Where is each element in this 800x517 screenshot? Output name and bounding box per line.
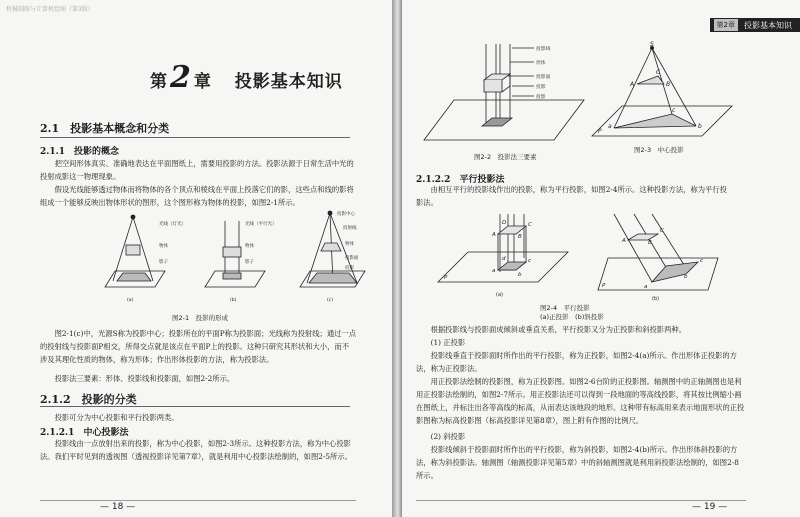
fig-2-3-label-P: P bbox=[598, 128, 602, 135]
footer-rule bbox=[40, 500, 356, 501]
fig-2-4a-c: c bbox=[528, 258, 532, 264]
subsection-heading-2-1-2-1: 2.1.2.1 中心投影法 bbox=[40, 428, 129, 438]
subcaption-fig-2-4: (a)正投影 (b)斜投影 bbox=[540, 313, 604, 321]
fig-2-3-label-b: b bbox=[698, 123, 702, 130]
callout-8: 投射线 bbox=[343, 226, 357, 231]
fig-2-3-label-C: C bbox=[656, 69, 661, 76]
right-header bbox=[710, 18, 800, 32]
chapter-prefix: 第 bbox=[150, 72, 168, 92]
right-page bbox=[402, 0, 800, 517]
section-heading-2-1-2: 2.1.2 投影的分类 bbox=[40, 393, 137, 406]
fig-2-4b-B: B bbox=[648, 240, 652, 246]
footer-rule-right bbox=[416, 500, 746, 501]
fig-2-4-label-b: (b) bbox=[652, 296, 660, 302]
callout-9: 物体 bbox=[345, 242, 354, 247]
fig-2-2-callout-4: 投影 bbox=[536, 85, 546, 90]
fig-2-4-label-a: (a) bbox=[496, 292, 503, 298]
callout-2: 物体 bbox=[159, 244, 168, 249]
subsection-heading-2-1-2-2: 2.1.2.2 平行投影法 bbox=[416, 175, 505, 185]
fig-2-4b-P: P bbox=[602, 283, 606, 289]
fig-2-1-label-c: (c) bbox=[327, 298, 333, 303]
callout-6: 影子 bbox=[245, 260, 254, 265]
figure-2-4 bbox=[438, 212, 718, 302]
section-rule bbox=[40, 137, 350, 138]
fig-2-4a-d: d bbox=[502, 256, 506, 262]
item-oblique: (2) 斜投影 bbox=[430, 432, 466, 441]
fig-2-4a-a: a bbox=[492, 268, 496, 274]
fig-2-3-label-c: c bbox=[672, 107, 676, 114]
chapter-name: 投影基本知识 bbox=[234, 72, 343, 92]
callout-4: 光线（平行光） bbox=[245, 222, 277, 227]
fig-2-3-label-s: S bbox=[650, 41, 654, 48]
fig-2-4b-C: C bbox=[660, 228, 664, 234]
figure-2-3 bbox=[592, 41, 732, 144]
fig-2-4b-A: A bbox=[622, 238, 626, 244]
fig-2-4b-a: a bbox=[644, 284, 648, 290]
paragraph-6: 投影线由一点放射出来的投影，称为中心投影，如图2-3所示。这种投影方法，称为中心投影法。我们平时见到的透视图（透视投影详见第7章），就是利用中心投影法绘制的，如图2-5所示。 bbox=[40, 439, 352, 461]
fig-2-4a-D: D bbox=[502, 220, 507, 226]
fig-2-4b-b: b bbox=[684, 274, 688, 280]
fig-2-3-label-A: A bbox=[630, 81, 635, 88]
fig-2-4a-C: C bbox=[528, 222, 532, 228]
section-rule-2 bbox=[40, 406, 350, 407]
caption-fig-2-4: 图2-4 平行投影 bbox=[540, 304, 590, 312]
chapter-suffix: 章 bbox=[193, 72, 212, 92]
callout-7: 投影中心 bbox=[337, 212, 355, 217]
callout-1: 光线（灯光） bbox=[159, 222, 186, 227]
section-heading-2-1: 2.1 投影基本概念和分类 bbox=[40, 122, 170, 135]
right-paragraph-4: 用正投影法绘制的投影图，称为正投影图。如图2-6台阶的正投影图。轴测图中的正轴测图也是利用正投影法绘制的，如图2-7所示。用正投影法还可以得到一段地面的等高线投影，将其按比例缩小画在图纸上，并标注出各等高线的标高，从而表达该地段的地形。这种带有标高用来表示地面形状的正投影图称为标高投影图（标高投影详见第8章），图上附有作图的比例尺。 bbox=[416, 377, 745, 425]
chapter-number: 2 bbox=[170, 60, 192, 95]
fig-2-1-label-b: (b) bbox=[230, 298, 237, 303]
fig-2-4b-c: c bbox=[700, 258, 704, 264]
header-title: 投影基本知识 bbox=[744, 20, 792, 30]
fig-2-4a-b: b bbox=[518, 272, 522, 278]
figure-2-2 bbox=[424, 40, 584, 150]
fig-2-2-callout-2: 形体 bbox=[536, 61, 546, 66]
left-page bbox=[0, 0, 392, 517]
chapter-title bbox=[150, 60, 343, 95]
fig-2-2-callout-5: 投影 bbox=[536, 95, 546, 100]
right-paragraph-2: 根据投影线与投影面成倾斜或垂直关系，平行投影又分为正投影和斜投影两种。 bbox=[430, 325, 686, 334]
paragraph-3: 图2-1(c)中，光源S称为投影中心；投影所在的平面P称为投影面；光线称为投射线；通过一点的投射线与投影面P相交，所得交点就是该点在平面P上的投影。这种只研究其形状和大小，而不涉及其理化性质的物体，称为形体；作出形体投影的方法，称为投影法。 bbox=[40, 329, 357, 364]
callout-10: 投影面 bbox=[345, 256, 359, 261]
fig-2-4a-P: P bbox=[444, 275, 448, 281]
page-number-right: — 19 — bbox=[692, 502, 728, 512]
item-orthographic: (1) 正投影 bbox=[430, 338, 466, 347]
header-chapter-tag: 第2章 bbox=[714, 19, 738, 31]
right-paragraph-3: 投影线垂直于投影面时所作出的平行投影，称为正投影，如图2-4(a)所示。作出形体正投影的方法，称为正投影法。 bbox=[416, 351, 737, 373]
callout-11: 投影 bbox=[345, 266, 354, 271]
paragraph-4: 投影法三要素：形体、投影线和投影面，如图2-2所示。 bbox=[54, 374, 235, 383]
callout-3: 影子 bbox=[159, 260, 168, 265]
fig-2-2-callout-3: 投影面 bbox=[536, 75, 551, 80]
right-paragraph-1: 由相互平行的投影线作出的投影，称为平行投影，如图2-4所示。这种投影方法，称为平行投影法。 bbox=[416, 185, 727, 207]
fig-2-4a-B: B bbox=[518, 234, 522, 240]
caption-fig-2-2: 图2-2 投影法三要素 bbox=[474, 153, 537, 161]
fig-2-2-callout-1: 投影线 bbox=[536, 47, 551, 52]
figure-2-1 bbox=[95, 207, 365, 307]
fig-2-4a-A: A bbox=[492, 232, 496, 238]
page-number-left: — 18 — bbox=[100, 502, 136, 512]
book-gutter bbox=[392, 0, 402, 517]
fig-2-3-label-B: B bbox=[666, 81, 671, 88]
right-paragraph-5: 投影线倾斜于投影面时所作出的平行投影，称为斜投影，如图2-4(b)所示。作出形体斜投影的方法，称为斜投影法。轴测图（轴测投影详见第5章）中的斜轴测图就是利用斜投影法绘制的，如图2-8所示。 bbox=[416, 445, 739, 480]
caption-fig-2-1: 图2-1 投影的形成 bbox=[172, 314, 229, 322]
fig-2-1-label-a: (a) bbox=[127, 298, 134, 303]
subsection-heading-2-1-1: 2.1.1 投影的概念 bbox=[40, 147, 120, 157]
caption-fig-2-3: 图2-3 中心投影 bbox=[634, 146, 684, 154]
fig-2-3-label-a: a bbox=[608, 123, 612, 130]
paragraph-1: 把空间形体真实、准确地表达在平面图纸上，需要用投影的方法。投影法源于日常生活中光的投射成影这一物理现象。 bbox=[40, 159, 354, 181]
callout-5: 物体 bbox=[245, 244, 254, 249]
left-header: 机械制图与计算机绘图（第3版） bbox=[6, 6, 94, 13]
paragraph-2: 假设光线能够透过物体而将物体的各个顶点和棱线在平面上投落它们的影，这些点和线的影将组成一个能够反映出物体形状的图形，这个图形称为物体的投影，如图2-1所示。 bbox=[40, 185, 354, 207]
paragraph-5: 投影可分为中心投影和平行投影两类。 bbox=[54, 413, 179, 422]
